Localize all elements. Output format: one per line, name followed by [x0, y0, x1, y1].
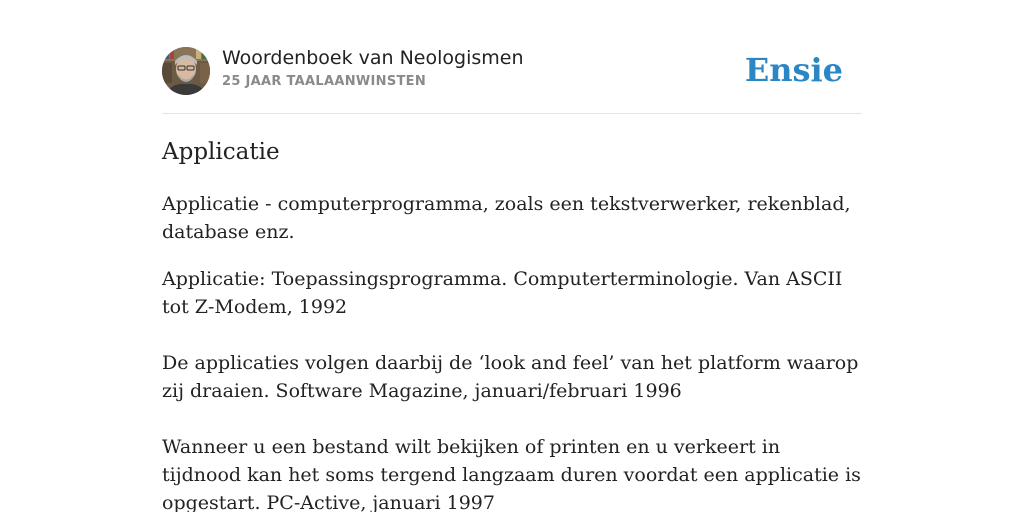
author-avatar[interactable] [162, 47, 210, 95]
site-tagline: 25 JAAR TAALAANWINSTEN [222, 74, 427, 89]
article-definition: Applicatie - computerprogramma, zoals een tekstverwerker, rekenblad, database enz. [162, 193, 851, 243]
article-quote: Wanneer u een bestand wilt bekijken of printen en u verkeert in tijdnood kan het soms tergend langzaam duren voordat een applicatie is opgestart. PC-Active, januari 1997 [162, 436, 861, 512]
ensie-logo[interactable]: Ensie [744, 51, 843, 89]
site-name[interactable]: Woordenboek van Neologismen [222, 47, 524, 69]
avatar-image [162, 47, 210, 95]
article-title: Applicatie [162, 139, 280, 165]
article-quote: De applicaties volgen daarbij de ‘look and feel’ van het platform waarop zij draaien. Software Magazine, januari/februari 1996 [162, 352, 859, 402]
article-quote: Applicatie: Toepassingsprogramma. Computerterminologie. Van ASCII tot Z-Modem, 1992 [162, 268, 843, 318]
header-divider [162, 113, 862, 114]
article [162, 136, 862, 512]
site-header [162, 46, 862, 96]
